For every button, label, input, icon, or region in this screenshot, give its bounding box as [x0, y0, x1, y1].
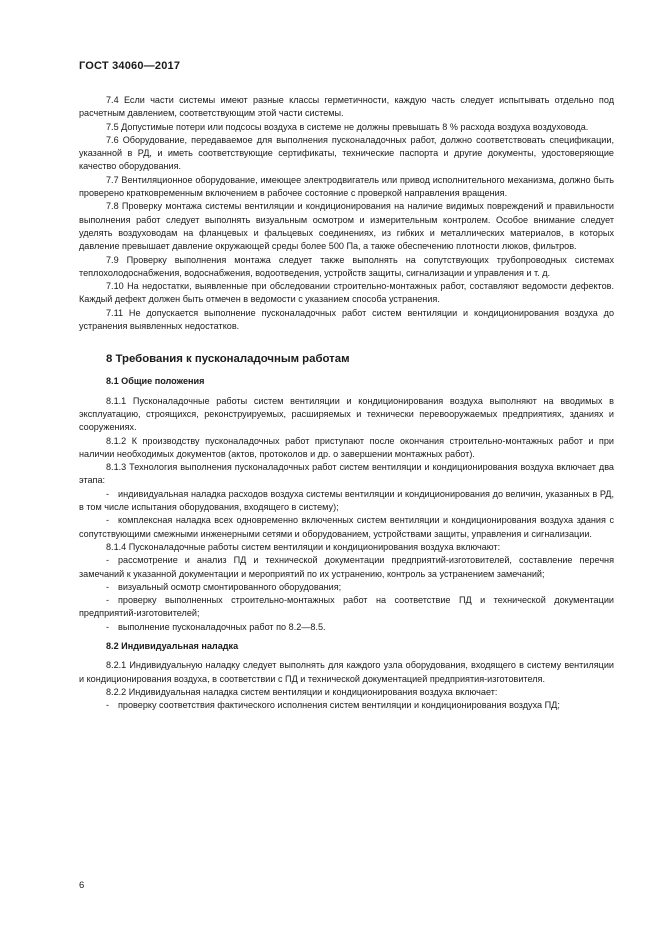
clause-8-1-3: 8.1.3 Технология выполнения пусконаладочных работ систем вентиляции и кондиционирования воздуха включает два этапа:: [79, 462, 614, 486]
list-item-text: рассмотрение и анализ ПД и технической документации предприятий-изготовителей, составление перечня замечаний к указанной документации и мероприятий по их устранению, контроль за устранением замечаний;: [79, 555, 614, 579]
subsection-8-2-heading: 8.2 Индивидуальная наладка: [106, 640, 239, 651]
list-item: [79, 488, 614, 515]
list-dash: -: [106, 700, 110, 711]
list-item-text: комплексная наладка всех одновременно включенных систем вентиляции и кондиционирования воздуха здания с сопутствующими смежными инженерными сетями и оборудованием, устройствами защиты, управления и сигнализации.: [79, 515, 614, 539]
page-number: 6: [79, 880, 85, 891]
list-item-text: проверку выполненных строительно-монтажных работ на соответствие ПД и технической документации предприятий-изготовителей;: [79, 595, 614, 619]
clause-7-9: 7.9 Проверку выполнения монтажа следует также выполнять на сопутствующих трубопроводных системах теплохолодоснабжения, водоснабжения, водоотведения, устройств защиты, сигнализации и управления и т. д.: [79, 254, 614, 278]
list-dash: -: [106, 488, 110, 499]
clause-7-6: 7.6 Оборудование, передаваемое для выполнения пусконаладочных работ, должно соответствовать спецификации, указанной в РД, и иметь соответствующие сертификаты, технические паспорта и другие документы, удостоверяющие качество оборудования.: [79, 134, 614, 172]
list-dash: -: [106, 515, 110, 526]
list-dash: -: [106, 555, 110, 566]
page-content: [79, 94, 614, 712]
clause-8-1-4: 8.1.4 Пусконаладочные работы систем вентиляции и кондиционирования воздуха включают:: [106, 541, 501, 552]
list-dash: -: [106, 621, 110, 632]
clause-8-1-1: 8.1.1 Пусконаладочные работы систем вентиляции и кондиционирования воздуха выполняют на вводимых в эксплуатацию, строящихся, реконструируемых, расширяемых и технически перевооружаемых предприятиях, зданиях и сооружениях.: [79, 395, 614, 433]
clause-7-10: 7.10 На недостатки, выявленные при обследовании строительно-монтажных работ, составляют ведомости дефектов. Каждый дефект должен быть отмечен в ведомости с указанием способа устранения.: [79, 281, 614, 305]
clause-7-8: 7.8 Проверку монтажа системы вентиляции и кондиционирования на наличие видимых повреждений и правильности выполнения работ следует выполнять визуальным осмотром и измерительным контролем. Особое внимание следует уделять воздуховодам на фланцевых и фальцевых соединениях, из гибких и металлических материалов, в которых давление превышает давление окружающей среды более 500 Па, а также обеспечению плотности люков, фильтров.: [79, 201, 614, 252]
list-item: [79, 581, 614, 594]
list-item: [79, 514, 614, 541]
subsection-8-1-heading: 8.1 Общие положения: [106, 376, 205, 387]
list-item: [79, 554, 614, 581]
list-item-text: выполнение пусконаладочных работ по 8.2—8.5.: [118, 621, 326, 632]
clause-7-11: 7.11 Не допускается выполнение пусконаладочных работ систем вентиляции и кондиционирования воздуха до устранения выявленных недостатков.: [79, 307, 614, 332]
clause-8-2-1: 8.2.1 Индивидуальную наладку следует выполнять для каждого узла оборудования, входящего в систему вентиляции и кондиционирования воздуха, в соответствии с ПД и технической документацией предприятия-изготовителя.: [79, 660, 614, 684]
list-item: [79, 594, 614, 621]
list-item: [79, 699, 614, 712]
list-item-text: индивидуальная наладка расходов воздуха системы вентиляции и кондиционирования до величин, указанных в РД, в том числе испытания оборудования, входящего в систему);: [79, 488, 614, 513]
list-dash: -: [106, 595, 110, 606]
clause-7-5: 7.5 Допустимые потери или подсосы воздуха в системе не должны превышать 8 % расхода воздуха воздуховода.: [106, 121, 589, 132]
list-dash: -: [106, 581, 110, 592]
section-8-heading: 8 Требования к пусконаладочным работам: [106, 353, 350, 366]
list-item-text: визуальный осмотр смонтированного оборудования;: [118, 581, 342, 592]
clause-7-4: 7.4 Если части системы имеют разные классы герметичности, каждую часть следует испытывать отдельно под расчетным давлением, соответствующим этой части системы.: [79, 95, 614, 119]
standard-header: ГОСТ 34060—2017: [79, 60, 181, 72]
list-item: [79, 621, 614, 634]
clause-7-7: 7.7 Вентиляционное оборудование, имеющее электродвигатель или привод исполнительного механизма, должно быть проверено кратковременным включением в рабочее состояние с проверкой направления вращения.: [79, 174, 614, 199]
clause-8-1-2: 8.1.2 К производству пусконаладочных работ приступают после окончания строительно-монтажных работ и при наличии необходимых документов (актов, протоколов и др. о завершении монтажных работ).: [79, 435, 614, 459]
clause-8-2-2: 8.2.2 Индивидуальная наладка систем вентиляции и кондиционирования воздуха включает:: [106, 686, 498, 697]
list-item-text: проверку соответствия фактического исполнения систем вентиляции и кондиционирования воздуха ПД;: [118, 700, 560, 711]
